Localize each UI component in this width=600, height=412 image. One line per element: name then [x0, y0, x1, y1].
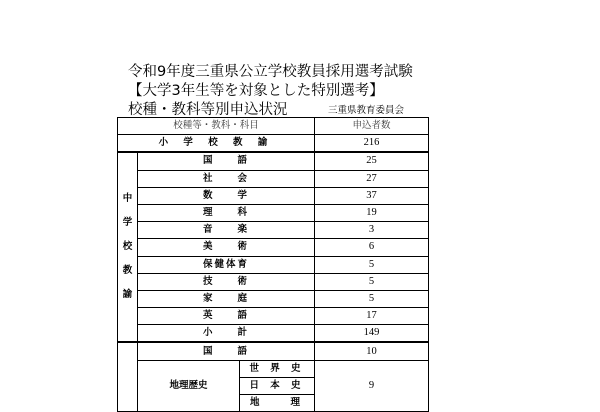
table-row: [118, 152, 429, 170]
subject-name: 美 術: [138, 239, 315, 256]
sub-subject-name: 日 本 史: [240, 377, 315, 394]
table-header-row: [118, 118, 429, 135]
subject-count: 19: [315, 204, 429, 221]
table-row: [118, 273, 429, 290]
table-row: [118, 187, 429, 204]
elementary-label: 小 学 校 教 諭: [118, 135, 315, 153]
title-line-3: 校種・教科等別申込状況: [128, 102, 288, 118]
subtotal-label: 小 計: [138, 325, 315, 343]
subject-count: 17: [315, 308, 429, 325]
table-row: [118, 256, 429, 273]
subject-count: 5: [315, 290, 429, 307]
table-row: [118, 204, 429, 221]
sub-subject-name: 世 界 史: [240, 360, 315, 377]
junior-high-group-label: 中 学 校 教 諭: [118, 152, 138, 342]
subject-name: 技 術: [138, 273, 315, 290]
elementary-count: 216: [315, 135, 429, 153]
subject-name: 国 語: [138, 152, 315, 170]
subject-count: 10: [315, 342, 429, 360]
table-row: [118, 308, 429, 325]
table-row: [118, 222, 429, 239]
issuer-label: 三重県教育委員会: [328, 105, 405, 116]
title-line-2: 【大学3年生等を対象とした特別選考】: [128, 83, 384, 99]
subject-name: 家 庭: [138, 290, 315, 307]
subtotal-row: [118, 325, 429, 343]
table-row: [118, 239, 429, 256]
geo-history-count: 9: [315, 360, 429, 412]
subject-count: 5: [315, 273, 429, 290]
subject-count: 27: [315, 170, 429, 187]
subject-name: 理 科: [138, 204, 315, 221]
application-status-table: [117, 117, 429, 412]
subject-count: 5: [315, 256, 429, 273]
table-row: [118, 360, 429, 377]
subject-count: 37: [315, 187, 429, 204]
high-school-group-label: [118, 342, 138, 411]
header-category: 校種等・教科・科目: [118, 118, 315, 135]
table-row: [118, 290, 429, 307]
geo-history-label: 地理歴史: [138, 360, 240, 412]
subject-name: 社 会: [138, 170, 315, 187]
title-line-1: 令和9年度三重県公立学校教員採用選考試験: [128, 64, 413, 80]
subject-name: 保健体育: [138, 256, 315, 273]
table-row: [118, 170, 429, 187]
subject-name: 国 語: [138, 342, 315, 360]
subject-name: 数 学: [138, 187, 315, 204]
sub-subject-name: 地 理: [240, 395, 315, 412]
subject-count: 6: [315, 239, 429, 256]
subject-name: 音 楽: [138, 222, 315, 239]
header-count: 申込者数: [315, 118, 429, 135]
subtotal-count: 149: [315, 325, 429, 343]
subject-name: 英 語: [138, 308, 315, 325]
table-row: [118, 342, 429, 360]
subject-count: 3: [315, 222, 429, 239]
elementary-row: [118, 135, 429, 153]
subject-count: 25: [315, 152, 429, 170]
